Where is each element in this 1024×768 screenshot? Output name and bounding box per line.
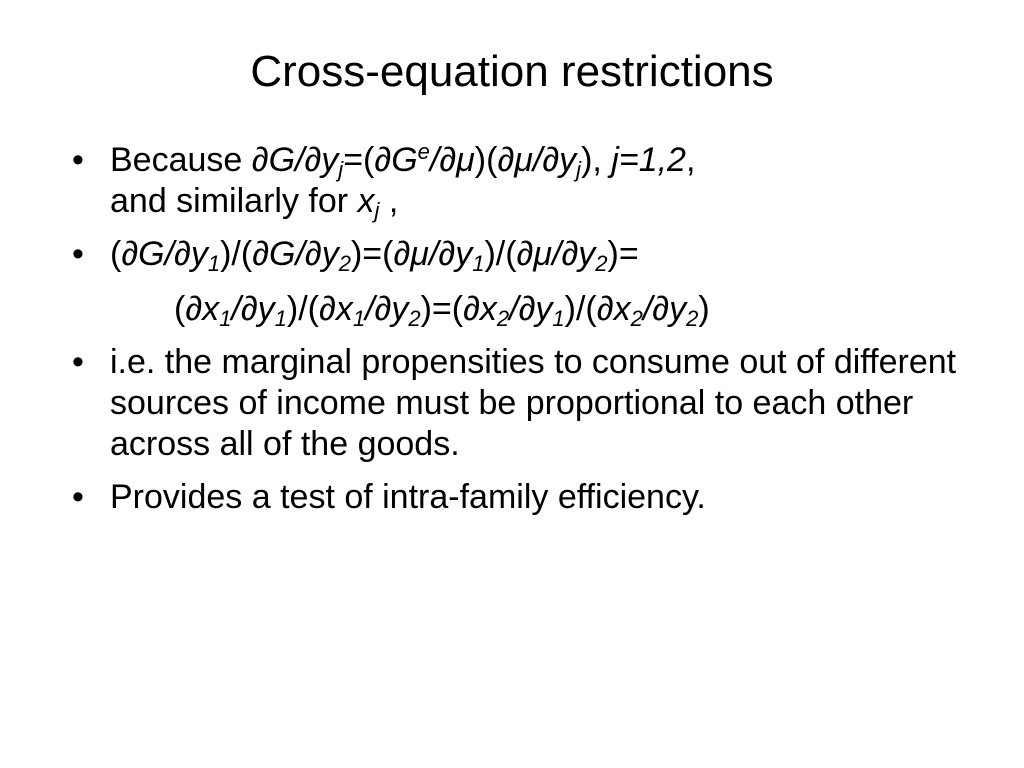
bullet-2-line-1: $(\partial G/\partial y_1)/(\partial G/\partial y_2)=(\partial\mu/\partial y_1)/(\partial\mu/\partial y_2)=$ xyxy=(110,235,639,276)
bullet-icon: • xyxy=(72,141,84,179)
bullet-icon: • xyxy=(72,235,84,273)
bullet-1-line-2: and similarly for $x_j$ , xyxy=(110,182,399,223)
bullet-icon: • xyxy=(72,343,84,381)
bullet-list xyxy=(72,140,972,530)
bullet-item-2 xyxy=(72,234,972,330)
bullet-4-text: Provides a test of intra-family efficiency. xyxy=(110,478,706,516)
bullet-item-4 xyxy=(72,477,972,518)
bullet-icon: • xyxy=(72,478,84,516)
bullet-item-1 xyxy=(72,140,972,222)
bullet-1-line-1: Because $\partial G/\partial y_j=(\partial G^e/\partial\mu)(\partial\mu/\partial y_j)$, j=1,2, xyxy=(110,139,696,182)
bullet-3-text: i.e. the marginal propensities to consume out of different sources of income must be proportional to each other across all of the goods. xyxy=(110,343,957,463)
slide-title: Cross-equation restrictions xyxy=(250,47,774,96)
bullet-2-line-2: $(\partial x_1/\partial y_1)/(\partial x_1/\partial y_2)=(\partial x_2/\partial y_1)/(\partial x_2/\partial y_2)$ xyxy=(174,290,710,331)
bullet-item-3 xyxy=(72,342,972,465)
